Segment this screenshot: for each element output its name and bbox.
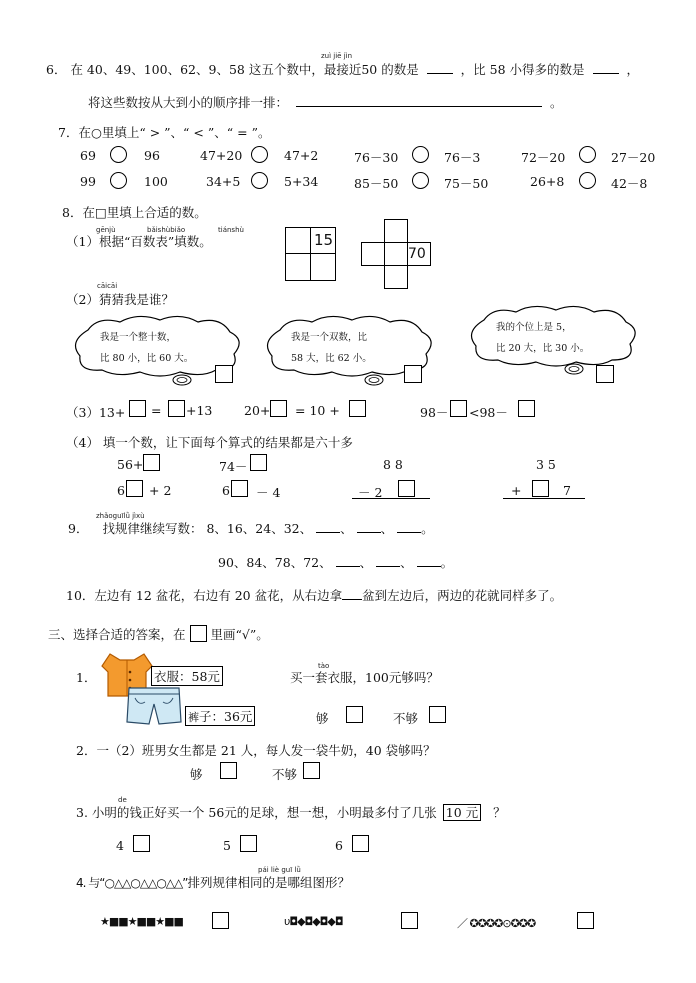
q8-grid1-cell-3[interactable] — [285, 253, 311, 281]
q8-p1-label: （1）根据“百数表”填数。 — [66, 234, 212, 249]
q8-grid1-cell-1[interactable] — [285, 227, 311, 254]
q8-p3-eq2-b: = 10 + — [295, 403, 340, 418]
s3-q4-line — [76, 873, 350, 891]
q8-p3-label: （3）13+ — [66, 405, 126, 420]
s3-q3-opt-4-box[interactable] — [133, 835, 150, 852]
cloud-3-line-2: 比 20 大，比 30 小。 — [496, 343, 590, 354]
q7-r2-circle-2[interactable] — [251, 172, 268, 189]
q9-label: 找规律继续写数： — [102, 521, 203, 536]
q8-p4-d-top: 3 5 — [536, 457, 556, 472]
s3-q3-opt-4: 4 — [116, 838, 124, 853]
q7-r1-b2: 47+2 — [284, 148, 319, 163]
q7-r1-circle-3[interactable] — [412, 146, 429, 163]
q8-p4-c-top: 8 8 — [383, 457, 403, 472]
cloud-1-line-2: 比 80 小，比 60 大。 — [100, 353, 194, 364]
q9-line1 — [68, 519, 434, 537]
q7-r1-a2: 47+20 — [200, 148, 243, 163]
q8-p4-box-d[interactable] — [532, 480, 549, 497]
q8-p4-c-bot: － 2 — [358, 485, 383, 500]
q8-p3-box-1[interactable] — [129, 400, 146, 417]
q7-r1-a4: 72－20 — [521, 150, 566, 165]
q7-r1-b3: 76－3 — [444, 150, 481, 165]
s3-q2-text: 2．一（2）班男女生都是 21 人，每人发一袋牛奶，40 袋够吗？ — [76, 743, 436, 758]
q8-p4-a2: 6 — [117, 483, 125, 498]
q7-title: 7．在○里填上“ > ”、“ < ”、“ = ”。 — [58, 125, 271, 140]
section3-title-box — [190, 625, 207, 642]
q9-line2 — [218, 553, 453, 571]
q6-line2 — [88, 93, 563, 111]
s3-q1-price-pants — [185, 706, 255, 726]
q8-p3-box-2[interactable] — [168, 400, 185, 417]
s3-q1-question: 买一套衣服，100元够吗？ — [290, 670, 439, 685]
q8-grid2-value: 70 — [408, 246, 426, 262]
q8-p4-a1: 56+ — [117, 457, 144, 472]
q8-p1-pinyin-1: gēnjù — [96, 226, 116, 234]
q6-line2-text: 将这些数按从大到小的顺序排一排： — [88, 95, 289, 110]
q7-r2-circle-3[interactable] — [412, 172, 429, 189]
q7-r2-b2: 5+34 — [284, 174, 319, 189]
q9-sep: 、 — [340, 521, 353, 536]
q6-text-a: 在 40、49、100、62、9、58 这五个数中，最接近50 的数是 — [70, 62, 419, 77]
q6-number: 6． — [46, 62, 67, 77]
q7-r1-a1: 69 — [80, 148, 96, 163]
s3-q4-opt3-box[interactable] — [577, 912, 594, 929]
q7-r2-b3: 75－50 — [444, 176, 489, 191]
q8-p3-box-3[interactable] — [270, 400, 287, 417]
q8-p4-box-b2[interactable] — [231, 480, 248, 497]
q9-blank-5[interactable] — [376, 554, 400, 567]
q9-pinyin: zhǎoguīlǜ jìxù — [96, 512, 145, 520]
s3-q4-text-a: 4. 与“○△△○△△○△△” — [76, 876, 188, 890]
s3-q2-opt2: 不够 — [272, 767, 298, 782]
s3-q1-price-clothes: 衣服：58元 — [151, 666, 223, 686]
q7-r2-a2: 34+5 — [206, 174, 241, 189]
q7-r2-a3: 85－50 — [354, 176, 399, 191]
q9-end: 。 — [440, 555, 454, 570]
s3-q4-text-b: 排列规律相同的是哪组图形？ — [187, 875, 350, 890]
s3-q1-opt1-box[interactable] — [346, 706, 363, 723]
q6-line1 — [46, 60, 639, 78]
q7-r1-b4: 27－20 — [611, 150, 656, 165]
q8-p3-eq3-a: 98－ — [420, 405, 449, 420]
s3-q3-opt-6: 6 — [335, 838, 343, 853]
q8-grid1-cell-4[interactable] — [310, 253, 336, 281]
q8-p4-d-op: + — [511, 483, 522, 498]
section3-title-b: 里画“√”。 — [210, 627, 269, 642]
q9-sep: 、 — [380, 521, 394, 536]
section3-title — [48, 625, 269, 643]
q8-p3-box-5[interactable] — [450, 400, 467, 417]
q7-r2-b1: 100 — [144, 174, 168, 189]
q7-r2-a1: 99 — [80, 174, 96, 189]
s3-q2-opt1-box[interactable] — [220, 762, 237, 779]
q8-p3-eq2-a: 20+ — [244, 403, 271, 418]
q8-p4-c-rule — [352, 498, 430, 499]
q10-line — [66, 586, 562, 604]
q6-text-b: ，比 58 小得多的数是 — [460, 62, 585, 77]
s3-q3-opt-5-box[interactable] — [240, 835, 257, 852]
s3-q1-num: 1． — [76, 670, 97, 685]
cloud-2-line-2: 58 大，比 62 小。 — [291, 353, 372, 364]
q8-p4-b2: 6 — [222, 483, 230, 498]
cloud-3-answer-box[interactable] — [596, 365, 614, 383]
q8-p1-pinyin-2: bǎishùbiǎo — [147, 226, 186, 234]
q9-blank-6[interactable] — [417, 554, 441, 567]
q8-p4-box-c[interactable] — [398, 480, 415, 497]
s3-q3-end: ？ — [493, 805, 506, 820]
q8-p4-box-a1[interactable] — [143, 454, 160, 471]
q8-p3-eq3-b: <98－ — [469, 405, 508, 420]
cloud-1-line-1: 我是一个整十数， — [100, 332, 177, 343]
cloud-3-line-1: 我的个位上是 5， — [496, 322, 572, 333]
s3-q4-opt2: υ◘◆◘◆◘◆◘ — [284, 915, 343, 928]
q8-p2-label: （2）猜猜我是谁？ — [66, 292, 174, 307]
q7-r2-circle-4[interactable] — [579, 172, 596, 189]
q8-p3-eq1-end: +13 — [186, 403, 213, 418]
q9-sep: 、 — [400, 555, 413, 570]
q9-seq1: 8、16、24、32、 — [206, 521, 313, 536]
q7-r1-circle-1[interactable] — [110, 146, 127, 163]
s3-q1-price-pants-lead: 裤 — [188, 711, 199, 724]
q6-pinyin: zuì jiē jìn — [321, 52, 353, 60]
q8-grid2-bottom[interactable] — [384, 265, 408, 289]
s3-q3-text-b: 的钱正好买一个 56元的足球，想一想，小明最多付了几张 — [116, 805, 437, 820]
q8-p4-label: （4） 填一个数，让下面每个算式的结果都是六十多 — [66, 435, 353, 450]
s3-q1-price-pants-text: 子：36元 — [199, 709, 253, 724]
q8-p4-a2-tail: + 2 — [149, 483, 172, 498]
s3-q1-pinyin: tào — [318, 662, 330, 670]
q9-blank-4[interactable] — [336, 554, 360, 567]
q9-sep: 、 — [359, 555, 373, 570]
q7-r2-a4: 26+8 — [530, 174, 565, 189]
s3-q3-text-a: 3. 小明 — [76, 805, 117, 820]
s3-q2-opt1: 够 — [190, 767, 203, 782]
q6-blank-1[interactable] — [427, 61, 453, 74]
s3-q4-opt3: ／ ✪✪✪✪⊙✪✪✪ — [457, 917, 536, 930]
q10-text-a: 10．左边有 12 盆花，右边有 20 盆花，从右边拿 — [66, 588, 343, 603]
s3-q4-pinyin: pái liè guī lǜ — [258, 866, 301, 874]
q8-p3-eq1-mid: = — [151, 403, 162, 418]
q7-r1-circle-2[interactable] — [251, 146, 268, 163]
q7-r2-b4: 42－8 — [611, 176, 648, 191]
q7-r2-circle-1[interactable] — [110, 172, 127, 189]
q8-grid2-center[interactable] — [384, 242, 408, 266]
s3-q1-opt2-box[interactable] — [429, 706, 446, 723]
q8-p4-b1: 74－ — [219, 459, 248, 474]
q6-order-blank[interactable] — [296, 94, 542, 107]
q8-p3-box-4[interactable] — [349, 400, 366, 417]
s3-q1-opt1: 够 — [316, 711, 329, 726]
q8-p2-pinyin: cāicāi — [97, 282, 118, 290]
q8-p1-pinyin-3: tiánshù — [218, 226, 244, 234]
q8-p4-d-rule — [503, 498, 585, 499]
s3-q4-opt2-box[interactable] — [401, 912, 418, 929]
q9-number: 9． — [68, 521, 89, 536]
s3-q4-opt1: ★■■★■■★■■ — [100, 915, 183, 928]
q9-blank-3[interactable] — [397, 520, 421, 533]
q8-p3-box-6[interactable] — [518, 400, 535, 417]
cloud-1-answer-box[interactable] — [215, 365, 233, 383]
s3-q3-opt-6-box[interactable] — [352, 835, 369, 852]
q7-r1-b1: 96 — [144, 148, 160, 163]
section3-title-a: 三、选择合适的答案，在 — [48, 627, 186, 642]
q8-p4-d-tail: 7 — [563, 483, 571, 498]
s3-q3-note: 10 元 — [443, 804, 481, 821]
s3-q1-opt2: 不够 — [393, 711, 419, 726]
q8-p4-box-a2[interactable] — [126, 480, 143, 497]
cloud-2-answer-box[interactable] — [404, 365, 422, 383]
s3-q3-opt-5: 5 — [223, 838, 231, 853]
cloud-2-line-1: 我是一个双数，比 — [291, 332, 368, 343]
shorts-icon — [123, 684, 185, 728]
q8-grid1-cell-2 — [310, 227, 336, 254]
s3-q3-pinyin: de — [118, 796, 127, 804]
s3-q3-line — [76, 803, 506, 821]
q8-grid2-left[interactable] — [361, 242, 385, 266]
q10-blank[interactable] — [342, 587, 362, 600]
q6-text-c: ， — [626, 62, 640, 77]
q8-grid2-top[interactable] — [384, 219, 408, 243]
q9-seq2: 90、84、78、72、 — [218, 555, 332, 570]
q10-text-b: 盆到左边后，两边的花就同样多了。 — [362, 588, 563, 603]
q8-grid1-value: 15 — [314, 231, 334, 249]
s3-q2-opt2-box[interactable] — [303, 762, 320, 779]
q8-p4-box-b1[interactable] — [250, 454, 267, 471]
q6-end: 。 — [549, 95, 563, 110]
q9-blank-2[interactable] — [357, 520, 381, 533]
s3-q4-opt1-box[interactable] — [212, 912, 229, 929]
q8-title: 8．在□里填上合适的数。 — [62, 205, 207, 220]
q9-blank-1[interactable] — [316, 520, 340, 533]
q7-r1-circle-4[interactable] — [579, 146, 596, 163]
q6-blank-2[interactable] — [593, 61, 619, 74]
q8-grid2-right — [407, 242, 431, 266]
q9-end: 。 — [421, 521, 434, 536]
q7-r1-a3: 76－30 — [354, 150, 399, 165]
q8-p4-b2-tail: － 4 — [256, 485, 281, 500]
